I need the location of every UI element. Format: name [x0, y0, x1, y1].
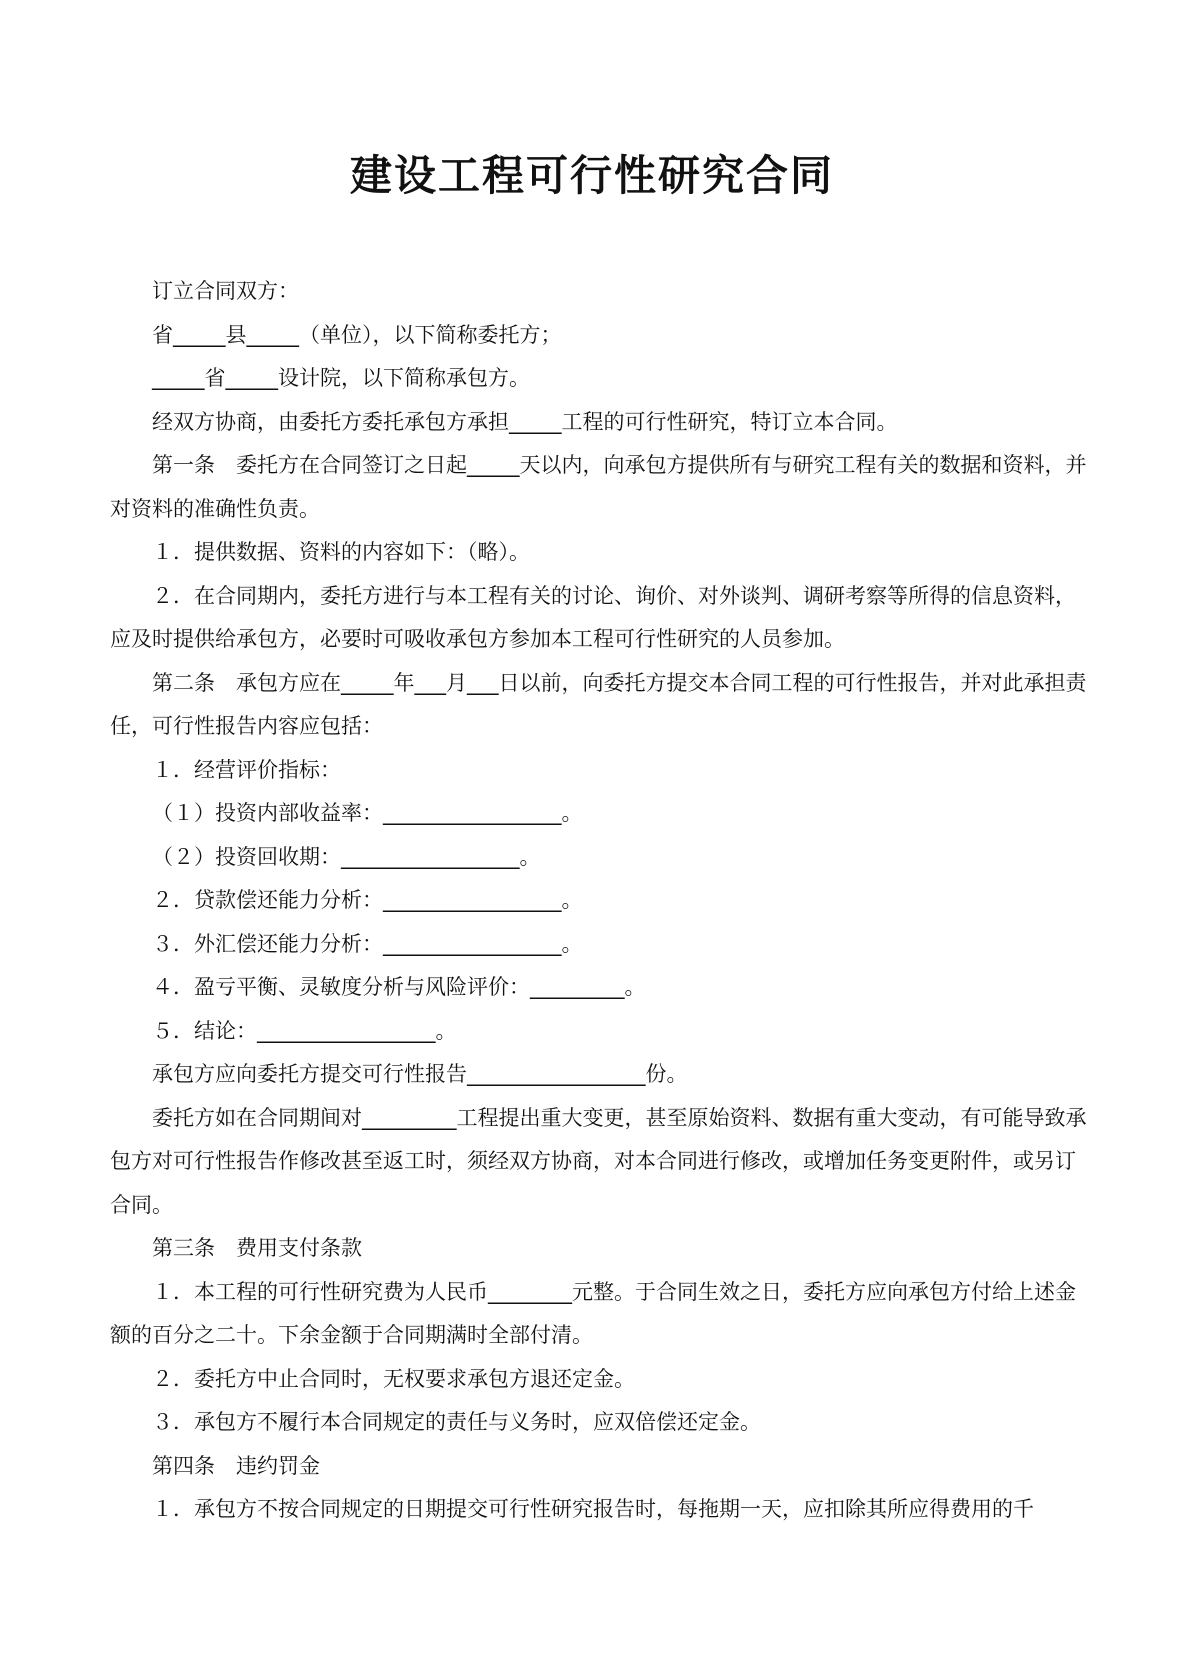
- paragraph-article-2-item-1: １．经营评价指标：: [152, 757, 341, 782]
- document-title: 建设工程可行性研究合同: [349, 151, 834, 200]
- paragraph-change-clause: 委托方如在合同期间对_________工程提出重大变更，甚至原始资料、数据有重大变动，有可能导致承包方对可行性报告作修改甚至返工时，须经双方协商，对本合同进行修改，或增加任务变更附件，或另订合同。: [110, 1105, 1087, 1217]
- paragraph-parties: 订立合同双方：: [152, 279, 299, 303]
- paragraph-article-2-item-2: ２．贷款偿还能力分析：_________________。: [152, 888, 583, 912]
- paragraph-article-3: 第三条 费用支付条款: [152, 1236, 362, 1260]
- paragraph-article-3-item-1: １．本工程的可行性研究费为人民币________元整。于合同生效之日，委托方应向承包方付给上述金额的百分之二十。下余金额于合同期满时全部付清。: [110, 1279, 1076, 1347]
- paragraph-client: 省_____县_____（单位），以下简称委托方；: [152, 322, 562, 347]
- paragraph-article-2-item-5: ５．结论：_________________。: [152, 1018, 457, 1043]
- paragraph-article-2-item-1-sub-1: （１）投资内部收益率：_________________。: [152, 801, 583, 825]
- paragraph-article-2-item-4: ４．盈亏平衡、灵敏度分析与风险评价：_________。: [152, 975, 646, 999]
- paragraph-report-copies: 承包方应向委托方提交可行性报告_________________份。: [152, 1062, 688, 1086]
- paragraph-article-3-item-3: ３．承包方不履行本合同规定的责任与义务时，应双倍偿还定金。: [152, 1410, 761, 1434]
- paragraph-article-1-item-1: １．提供数据、资料的内容如下：（略）。: [152, 540, 530, 564]
- paragraph-article-4: 第四条 违约罚金: [152, 1453, 320, 1478]
- paragraph-contractor: _____省_____设计院，以下简称承包方。: [152, 366, 530, 390]
- paragraph-article-1: 第一条 委托方在合同签订之日起_____天以内，向承包方提供所有与研究工程有关的数据和资料，并对资料的准确性负责。: [110, 453, 1087, 521]
- paragraph-article-2: 第二条 承包方应在_____年___月___日以前，向委托方提交本合同工程的可行性报告，并对此承担责任，可行性报告内容应包括：: [110, 670, 1087, 738]
- paragraph-article-1-item-2: ２．在合同期内，委托方进行与本工程有关的讨论、询价、对外谈判、调研考察等所得的信息资料，应及时提供给承包方，必要时可吸收承包方参加本工程可行性研究的人员参加。: [110, 583, 1076, 651]
- paragraph-article-2-item-3: ３．外汇偿还能力分析：_________________。: [152, 931, 583, 956]
- paragraph-article-3-item-2: ２．委托方中止合同时，无权要求承包方退还定金。: [152, 1366, 635, 1391]
- document-body: [110, 270, 1096, 1532]
- paragraph-article-2-item-1-sub-2: （２）投资回收期：_________________。: [152, 844, 541, 869]
- paragraph-article-4-item-1: １．承包方不按合同规定的日期提交可行性研究报告时，每拖期一天，应扣除其所应得费用的千: [152, 1497, 1034, 1521]
- paragraph-preamble: 经双方协商，由委托方委托承包方承担_____工程的可行性研究，特订立本合同。: [152, 409, 898, 434]
